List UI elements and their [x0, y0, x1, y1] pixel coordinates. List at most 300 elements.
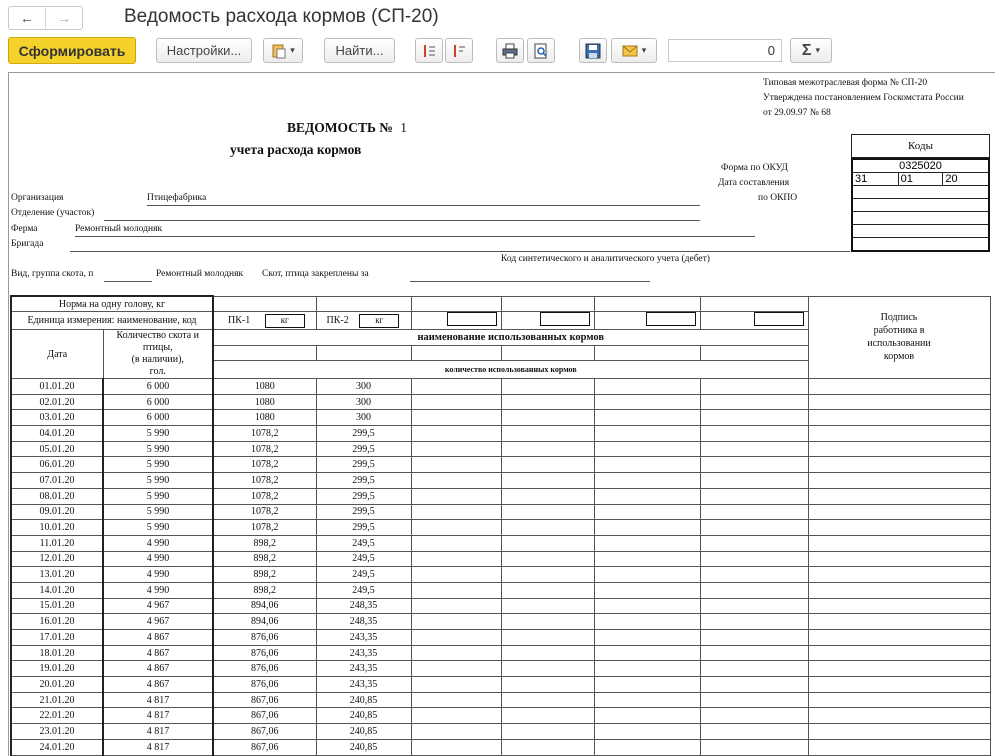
row-date: 19.01.20: [11, 661, 103, 677]
row-feed1-qty: 1080: [213, 410, 316, 426]
row-date: 22.01.20: [11, 708, 103, 724]
okud-label: Форма по ОКУД: [721, 163, 788, 173]
row-signature: [808, 567, 990, 583]
row-feed4-qty: [501, 426, 594, 442]
row-feed1-qty: 1078,2: [213, 426, 316, 442]
name-cell-5: [594, 345, 700, 361]
chevron-down-icon: ▾: [815, 45, 821, 55]
name-cell-1: [213, 345, 316, 361]
feed3-cell: [411, 312, 501, 330]
norm-cell-5: [594, 296, 700, 312]
row-feed3-qty: [411, 692, 501, 708]
row-feed2-qty: 300: [316, 394, 411, 410]
row-feed2-qty: 300: [316, 379, 411, 395]
forward-button[interactable]: →: [45, 7, 82, 29]
row-head-count: 4 867: [103, 645, 213, 661]
find-button[interactable]: Найти...: [324, 38, 395, 63]
row-feed5-qty: [594, 630, 700, 646]
row-feed1-qty: 876,06: [213, 645, 316, 661]
row-head-count: 4 967: [103, 598, 213, 614]
table-row: [11, 551, 990, 567]
row-head-count: 6 000: [103, 410, 213, 426]
printer-icon: [502, 43, 518, 59]
table-row: [11, 739, 990, 755]
envelope-icon: [622, 45, 638, 57]
assigned-label: Скот, птица закреплены за: [262, 269, 369, 279]
print-button[interactable]: [496, 38, 524, 63]
name-cell-3: [411, 345, 501, 361]
row-feed3-qty: [411, 598, 501, 614]
row-feed4-qty: [501, 692, 594, 708]
row-feed6-qty: [700, 739, 808, 755]
row-feed3-qty: [411, 582, 501, 598]
org-underline: [147, 205, 700, 206]
row-feed4-qty: [501, 598, 594, 614]
row-date: 21.01.20: [11, 692, 103, 708]
row-feed4-qty: [501, 520, 594, 536]
row-signature: [808, 520, 990, 536]
sort-ascending-icon: [421, 43, 437, 59]
row-feed5-qty: [594, 661, 700, 677]
row-signature: [808, 582, 990, 598]
feed-names-header: наименование использованных кормов: [213, 330, 808, 346]
date-month: 01: [898, 173, 943, 186]
feed-consumption-table: [10, 295, 991, 756]
row-feed3-qty: [411, 630, 501, 646]
row-signature: [808, 379, 990, 395]
table-row: [11, 457, 990, 473]
row-date: 16.01.20: [11, 614, 103, 630]
row-feed5-qty: [594, 598, 700, 614]
row-feed1-qty: 1078,2: [213, 457, 316, 473]
save-button[interactable]: [579, 38, 607, 63]
table-row: [11, 488, 990, 504]
row-feed3-qty: [411, 661, 501, 677]
row-feed5-qty: [594, 739, 700, 755]
row-feed3-qty: [411, 426, 501, 442]
assigned-underline: [410, 281, 650, 282]
row-head-count: 4 817: [103, 739, 213, 755]
floppy-disk-icon: [585, 43, 601, 59]
row-signature: [808, 692, 990, 708]
row-feed2-qty: 300: [316, 410, 411, 426]
row-signature: [808, 724, 990, 740]
name-cell-2: [316, 345, 411, 361]
form-line-2: Утверждена постановлением Госкомстата России: [763, 93, 964, 103]
row-head-count: 4 990: [103, 535, 213, 551]
norm-cell-3: [411, 296, 501, 312]
row-feed5-qty: [594, 645, 700, 661]
qty-used-header: количество использованных кормов: [213, 361, 808, 379]
norm-cell-1: [213, 296, 316, 312]
row-feed6-qty: [700, 394, 808, 410]
row-feed4-qty: [501, 473, 594, 489]
row-feed3-qty: [411, 614, 501, 630]
row-signature: [808, 677, 990, 693]
row-date: 04.01.20: [11, 426, 103, 442]
row-date: 20.01.20: [11, 677, 103, 693]
row-feed2-qty: 249,5: [316, 535, 411, 551]
org-label: Организация: [11, 193, 64, 203]
row-feed4-qty: [501, 677, 594, 693]
row-head-count: 4 990: [103, 567, 213, 583]
row-feed2-qty: 299,5: [316, 426, 411, 442]
row-feed4-qty: [501, 551, 594, 567]
row-feed4-qty: [501, 457, 594, 473]
norm-label: Норма на одну голову, кг: [11, 296, 213, 312]
date-day: 31: [852, 173, 898, 186]
nav-buttons: [8, 6, 83, 30]
send-email-button[interactable]: [611, 38, 657, 63]
row-head-count: 5 990: [103, 520, 213, 536]
row-feed5-qty: [594, 677, 700, 693]
date-header: Дата: [11, 330, 103, 379]
heading-text: ВЕДОМОСТЬ №: [287, 120, 393, 135]
sign-line-3: использовании: [867, 338, 931, 350]
document-heading: [287, 120, 407, 136]
row-signature: [808, 535, 990, 551]
codes-table: [851, 158, 990, 252]
row-head-count: 4 867: [103, 661, 213, 677]
row-feed4-qty: [501, 394, 594, 410]
table-row: [11, 677, 990, 693]
row-signature: [808, 661, 990, 677]
row-feed6-qty: [700, 457, 808, 473]
farm-value: Ремонтный молодняк: [75, 224, 163, 234]
row-feed1-qty: 898,2: [213, 567, 316, 583]
row-feed5-qty: [594, 410, 700, 426]
row-feed6-qty: [700, 520, 808, 536]
row-date: 14.01.20: [11, 582, 103, 598]
okud-code: 0325020: [852, 159, 989, 173]
row-feed5-qty: [594, 582, 700, 598]
norm-cell-4: [501, 296, 594, 312]
org-value: Птицефабрика: [147, 193, 207, 203]
row-head-count: 5 990: [103, 426, 213, 442]
okpo-code: [852, 186, 989, 199]
table-row: [11, 520, 990, 536]
row-feed5-qty: [594, 567, 700, 583]
feed2-name: ПК-2: [326, 314, 349, 326]
row-feed2-qty: 240,85: [316, 724, 411, 740]
row-feed5-qty: [594, 473, 700, 489]
row-feed2-qty: 240,85: [316, 692, 411, 708]
row-feed2-qty: 243,35: [316, 661, 411, 677]
date-year: 20: [943, 173, 989, 186]
row-feed5-qty: [594, 520, 700, 536]
row-feed6-qty: [700, 708, 808, 724]
row-feed3-qty: [411, 567, 501, 583]
variants-button[interactable]: [263, 38, 303, 63]
row-date: 17.01.20: [11, 630, 103, 646]
row-signature: [808, 488, 990, 504]
row-date: 11.01.20: [11, 535, 103, 551]
sum-field[interactable]: 0: [668, 39, 782, 62]
row-feed5-qty: [594, 488, 700, 504]
preview-button[interactable]: [527, 38, 555, 63]
row-feed4-qty: [501, 488, 594, 504]
print-preview-icon: [533, 43, 549, 59]
row-feed3-qty: [411, 645, 501, 661]
row-date: 05.01.20: [11, 441, 103, 457]
table-row: [11, 379, 990, 395]
row-feed4-qty: [501, 410, 594, 426]
row-feed2-qty: 243,35: [316, 645, 411, 661]
row-feed6-qty: [700, 677, 808, 693]
row-feed2-qty: 249,5: [316, 551, 411, 567]
table-row: [11, 394, 990, 410]
row-feed6-qty: [700, 535, 808, 551]
row-feed2-qty: 299,5: [316, 488, 411, 504]
row-feed1-qty: 898,2: [213, 582, 316, 598]
sort-desc-button[interactable]: [445, 38, 473, 63]
norm-cell-6: [700, 296, 808, 312]
dept-underline: [104, 220, 700, 221]
row-feed4-qty: [501, 504, 594, 520]
row-date: 07.01.20: [11, 473, 103, 489]
row-feed5-qty: [594, 504, 700, 520]
feed4-cell: [501, 312, 594, 330]
row-feed3-qty: [411, 473, 501, 489]
signature-header: [808, 296, 990, 379]
row-feed5-qty: [594, 379, 700, 395]
kind-underline-1: [104, 281, 152, 282]
row-head-count: 5 990: [103, 441, 213, 457]
row-feed4-qty: [501, 739, 594, 755]
row-feed6-qty: [700, 582, 808, 598]
row-feed5-qty: [594, 426, 700, 442]
form-line-1: Типовая межотраслевая форма № СП-20: [763, 78, 928, 88]
table-row: [11, 661, 990, 677]
table-row: [11, 441, 990, 457]
feed2-cell: [316, 312, 411, 330]
row-feed1-qty: 867,06: [213, 692, 316, 708]
row-date: 18.01.20: [11, 645, 103, 661]
name-cell-6: [700, 345, 808, 361]
table-row: [11, 473, 990, 489]
table-row: [11, 582, 990, 598]
norm-cell-2: [316, 296, 411, 312]
farm-label: Ферма: [11, 224, 38, 234]
row-head-count: 4 990: [103, 582, 213, 598]
row-feed3-qty: [411, 520, 501, 536]
chevron-down-icon: ▾: [290, 45, 295, 55]
row-feed6-qty: [700, 379, 808, 395]
row-feed5-qty: [594, 614, 700, 630]
row-head-count: 5 990: [103, 488, 213, 504]
row-feed1-qty: 1078,2: [213, 473, 316, 489]
row-feed4-qty: [501, 441, 594, 457]
row-feed1-qty: 867,06: [213, 739, 316, 755]
qty-header-line-2: птицы,: [142, 342, 173, 353]
farm-underline: [75, 236, 755, 237]
brigade-underline: [70, 251, 850, 252]
back-button[interactable]: ←: [20, 10, 34, 26]
row-feed1-qty: 898,2: [213, 551, 316, 567]
row-signature: [808, 708, 990, 724]
row-date: 10.01.20: [11, 520, 103, 536]
table-row: [11, 630, 990, 646]
row-feed3-qty: [411, 457, 501, 473]
row-head-count: 4 867: [103, 677, 213, 693]
row-feed4-qty: [501, 582, 594, 598]
row-signature: [808, 504, 990, 520]
row-signature: [808, 551, 990, 567]
row-feed1-qty: 876,06: [213, 630, 316, 646]
row-feed2-qty: 249,5: [316, 567, 411, 583]
row-head-count: 5 990: [103, 473, 213, 489]
row-feed2-qty: 299,5: [316, 473, 411, 489]
feed1-name: ПК-1: [228, 314, 251, 326]
feed5-cell: [594, 312, 700, 330]
form-approval-block: [763, 76, 964, 121]
row-head-count: 5 990: [103, 457, 213, 473]
row-feed4-qty: [501, 630, 594, 646]
row-feed2-qty: 299,5: [316, 504, 411, 520]
row-feed6-qty: [700, 567, 808, 583]
sigma-icon: Σ: [801, 41, 812, 59]
code-row-6: [852, 225, 989, 238]
row-feed2-qty: 299,5: [316, 520, 411, 536]
document-subheading: учета расхода кормов: [230, 142, 362, 157]
table-row: [11, 504, 990, 520]
row-feed5-qty: [594, 441, 700, 457]
row-date: 12.01.20: [11, 551, 103, 567]
dept-label: Отделение (участок): [11, 208, 95, 218]
row-feed3-qty: [411, 504, 501, 520]
row-feed6-qty: [700, 598, 808, 614]
table-row: [11, 535, 990, 551]
row-date: 13.01.20: [11, 567, 103, 583]
row-feed1-qty: 1078,2: [213, 520, 316, 536]
row-feed3-qty: [411, 441, 501, 457]
row-feed1-qty: 894,06: [213, 614, 316, 630]
form-line-3: от 29.09.97 № 68: [763, 108, 831, 118]
row-feed6-qty: [700, 488, 808, 504]
feed6-cell: [700, 312, 808, 330]
row-feed1-qty: 876,06: [213, 661, 316, 677]
code-row-4: [852, 199, 989, 212]
row-feed4-qty: [501, 379, 594, 395]
window-title: Ведомость расхода кормов (СП-20): [124, 6, 439, 27]
row-feed1-qty: 1078,2: [213, 441, 316, 457]
row-feed5-qty: [594, 724, 700, 740]
row-date: 24.01.20: [11, 739, 103, 755]
row-feed1-qty: 1078,2: [213, 488, 316, 504]
row-feed6-qty: [700, 692, 808, 708]
generate-button[interactable]: Сформировать: [8, 37, 136, 64]
row-feed6-qty: [700, 473, 808, 489]
row-head-count: 4 817: [103, 692, 213, 708]
row-feed1-qty: 867,06: [213, 724, 316, 740]
code-row-7: [852, 238, 989, 252]
codes-header: Коды: [851, 134, 990, 158]
row-signature: [808, 457, 990, 473]
row-feed5-qty: [594, 535, 700, 551]
row-feed5-qty: [594, 457, 700, 473]
row-feed2-qty: 248,35: [316, 614, 411, 630]
row-feed6-qty: [700, 504, 808, 520]
row-date: 15.01.20: [11, 598, 103, 614]
row-feed2-qty: 248,35: [316, 598, 411, 614]
sort-asc-button[interactable]: [415, 38, 443, 63]
row-signature: [808, 410, 990, 426]
document-number: 1: [400, 120, 407, 135]
row-feed1-qty: 876,06: [213, 677, 316, 693]
feed1-unit: кг: [265, 314, 305, 328]
row-feed6-qty: [700, 630, 808, 646]
row-signature: [808, 614, 990, 630]
row-feed3-qty: [411, 379, 501, 395]
row-head-count: 5 990: [103, 504, 213, 520]
sort-descending-icon: [451, 43, 467, 59]
row-feed5-qty: [594, 692, 700, 708]
settings-button[interactable]: Настройки...: [156, 38, 252, 63]
row-date: 06.01.20: [11, 457, 103, 473]
row-feed2-qty: 299,5: [316, 457, 411, 473]
row-feed6-qty: [700, 410, 808, 426]
table-row: [11, 645, 990, 661]
table-row: [11, 692, 990, 708]
table-row: [11, 724, 990, 740]
row-feed6-qty: [700, 645, 808, 661]
row-feed3-qty: [411, 739, 501, 755]
row-head-count: 4 867: [103, 630, 213, 646]
row-date: 02.01.20: [11, 394, 103, 410]
row-signature: [808, 739, 990, 755]
row-feed6-qty: [700, 551, 808, 567]
row-feed3-qty: [411, 488, 501, 504]
table-row: [11, 410, 990, 426]
account-label: Код синтетического и аналитического учета (дебет): [501, 254, 710, 264]
row-feed6-qty: [700, 614, 808, 630]
row-date: 03.01.20: [11, 410, 103, 426]
row-head-count: 6 000: [103, 379, 213, 395]
row-feed4-qty: [501, 645, 594, 661]
row-feed2-qty: 243,35: [316, 630, 411, 646]
row-feed6-qty: [700, 426, 808, 442]
row-feed2-qty: 240,85: [316, 708, 411, 724]
qty-header: [103, 330, 213, 379]
row-feed4-qty: [501, 614, 594, 630]
row-feed1-qty: 1080: [213, 394, 316, 410]
table-row: [11, 614, 990, 630]
row-feed3-qty: [411, 394, 501, 410]
row-feed1-qty: 894,06: [213, 598, 316, 614]
row-feed4-qty: [501, 535, 594, 551]
row-signature: [808, 441, 990, 457]
row-signature: [808, 473, 990, 489]
sum-button[interactable]: [790, 38, 832, 63]
sign-line-4: кормов: [883, 351, 915, 363]
qty-header-line-3: (в наличии),: [131, 354, 184, 365]
sign-line-1: Подпись: [880, 312, 918, 324]
row-signature: [808, 598, 990, 614]
row-feed4-qty: [501, 661, 594, 677]
row-head-count: 6 000: [103, 394, 213, 410]
brigade-label: Бригада: [11, 239, 44, 249]
row-date: 01.01.20: [11, 379, 103, 395]
row-head-count: 4 990: [103, 551, 213, 567]
clipboard-icon: [271, 43, 287, 59]
row-feed3-qty: [411, 551, 501, 567]
name-cell-4: [501, 345, 594, 361]
row-feed2-qty: 243,35: [316, 677, 411, 693]
row-feed3-qty: [411, 708, 501, 724]
kind-label: Вид, группа скота, п: [11, 269, 94, 279]
row-signature: [808, 630, 990, 646]
unit-label: Единица измерения: наименование, код: [11, 312, 213, 330]
